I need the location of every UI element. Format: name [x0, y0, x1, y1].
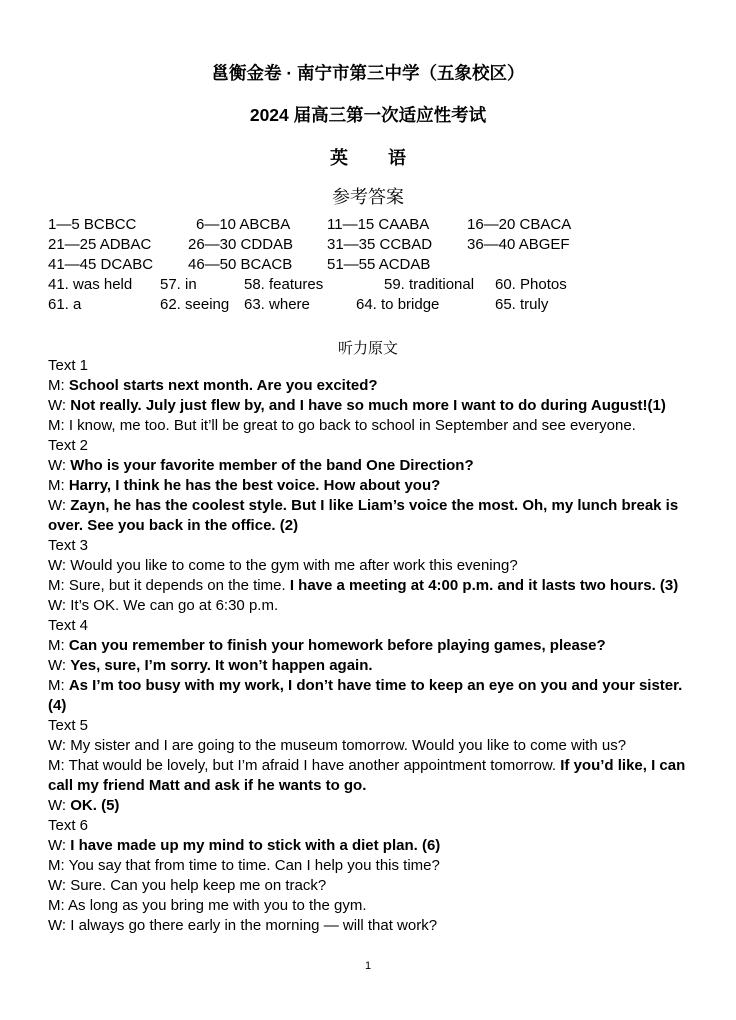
answer-cell: 41—45 DCABC	[48, 256, 154, 273]
speaker-label: W:	[48, 797, 71, 814]
transcript-heading: Text 6	[48, 817, 89, 834]
key-sentence: Harry, I think he has the best voice. How about you?	[68, 477, 441, 494]
subject-char: 语	[388, 148, 406, 168]
dialogue-text: Would you like to come to the gym with me after work this evening?	[70, 557, 518, 574]
key-sentence: Can you remember to finish your homework before playing games, please?	[68, 637, 606, 654]
speaker-label: W:	[48, 397, 71, 414]
transcript-line	[48, 676, 693, 716]
subject-char: 英	[330, 148, 348, 168]
transcript-line	[48, 896, 693, 916]
transcript-heading: Text 3	[48, 537, 89, 554]
speaker-label: W:	[48, 497, 71, 514]
answer-cell: 1—5 BCBCC	[48, 216, 137, 233]
speaker-label: M:	[48, 417, 69, 434]
key-sentence: Yes, sure, I’m sorry. It won’t happen again.	[70, 657, 373, 674]
key-sentence: I have a meeting at 4:00 p.m. and it lasts two hours. (3)	[289, 577, 679, 594]
transcript-line	[48, 596, 693, 616]
transcript-heading: Text 2	[48, 437, 89, 454]
listening-title: 听力原文	[337, 340, 398, 357]
answers-title: 参考答案	[332, 187, 404, 207]
key-sentence: Zayn, he has the coolest style. But I like Liam’s voice the most. Oh, my lunch break is over. See you back in the office. (2)	[48, 497, 679, 534]
dialogue-text: It’s OK. We can go at 6:30 p.m.	[70, 597, 279, 614]
speaker-label: M:	[48, 757, 69, 774]
dialogue-text: Sure. Can you help keep me on track?	[70, 877, 327, 894]
speaker-label: W:	[48, 557, 71, 574]
speaker-label: M:	[48, 637, 69, 654]
speaker-label: W:	[48, 837, 71, 854]
key-sentence: School starts next month. Are you excited?	[68, 377, 378, 394]
transcript-line	[48, 916, 693, 936]
page-number: 1	[364, 960, 372, 972]
speaker-label: W:	[48, 877, 71, 894]
answer-cell: 58. features	[244, 276, 324, 293]
answer-cell: 36—40 ABGEF	[467, 236, 570, 253]
transcript-line	[48, 876, 693, 896]
speaker-label: W:	[48, 917, 71, 934]
speaker-label: W:	[48, 657, 71, 674]
answer-cell: 46—50 BCACB	[188, 256, 293, 273]
dialogue-text: As long as you bring me with you to the gym.	[68, 897, 367, 914]
answer-cell: 21—25 ADBAC	[48, 236, 152, 253]
speaker-label: M:	[48, 577, 69, 594]
key-sentence: I have made up my mind to stick with a diet plan. (6)	[70, 837, 441, 854]
answer-cell: 62. seeing	[160, 296, 230, 313]
transcript-line	[48, 396, 693, 416]
answer-cell: 6—10 ABCBA	[196, 216, 291, 233]
answer-cell: 26—30 CDDAB	[188, 236, 294, 253]
answer-cell: 11—15 CAABA	[327, 216, 430, 233]
dialogue-text: Sure, but it depends on the time.	[68, 577, 286, 594]
transcript-line	[48, 576, 693, 596]
answer-cell: 64. to bridge	[356, 296, 440, 313]
transcript-heading: Text 1	[48, 357, 89, 374]
answer-cell: 41. was held	[48, 276, 133, 293]
exam-subtitle: 2024 届高三第一次适应性考试	[249, 105, 487, 125]
transcript-line	[48, 756, 693, 796]
key-sentence: Who is your favorite member of the band One Direction?	[70, 457, 474, 474]
speaker-label: W:	[48, 597, 71, 614]
dialogue-text: I know, me too. But it’ll be great to go back to school in September and see everyone.	[68, 417, 636, 434]
dialogue-text: You say that from time to time. Can I help you this time?	[68, 857, 440, 874]
answer-cell: 61. a	[48, 296, 82, 313]
speaker-label: M:	[48, 857, 69, 874]
dialogue-text: My sister and I are going to the museum tomorrow. Would you like to come with us?	[70, 737, 627, 754]
answer-cell: 59. traditional	[384, 276, 475, 293]
transcript-heading: Text 5	[48, 717, 89, 734]
speaker-label: W:	[48, 457, 71, 474]
key-sentence: As I’m too busy with my work, I don’t have time to keep an eye on you and your sister. (4)	[48, 677, 683, 714]
speaker-label: M:	[48, 377, 69, 394]
answer-cell: 63. where	[244, 296, 310, 313]
key-sentence: OK. (5)	[70, 797, 120, 814]
answer-cell: 60. Photos	[495, 276, 567, 293]
dialogue-text: That would be lovely, but I’m afraid I have another appointment tomorrow.	[68, 757, 557, 774]
subject-heading	[0, 144, 736, 170]
transcript-line	[48, 416, 693, 436]
answer-cell: 57. in	[160, 276, 197, 293]
transcript-line	[48, 496, 693, 536]
listening-transcript	[48, 356, 693, 936]
transcript-heading: Text 4	[48, 617, 89, 634]
speaker-label: M:	[48, 677, 69, 694]
transcript-line	[48, 556, 693, 576]
transcript-line	[48, 656, 693, 676]
speaker-label: M:	[48, 477, 69, 494]
transcript-line	[48, 636, 693, 656]
transcript-line	[48, 736, 693, 756]
speaker-label: W:	[48, 737, 71, 754]
transcript-line	[48, 836, 693, 856]
speaker-label: M:	[48, 897, 69, 914]
dialogue-text: I always go there early in the morning — will that work?	[70, 917, 438, 934]
transcript-line	[48, 856, 693, 876]
answer-cell: 65. truly	[495, 296, 549, 313]
answer-cell: 31—35 CCBAD	[327, 236, 433, 253]
document-title: 邕衡金卷 · 南宁市第三中学（五象校区）	[211, 63, 525, 83]
answer-cell: 16—20 CBACA	[467, 216, 572, 233]
key-sentence: Not really. July just flew by, and I have so much more I want to do during August!(1)	[70, 397, 666, 414]
transcript-line	[48, 796, 693, 816]
transcript-line	[48, 456, 693, 476]
key-sentence: If you’d like, I can call my friend Matt and ask if he wants to go.	[48, 757, 686, 794]
answer-cell: 51—55 ACDAB	[327, 256, 431, 273]
transcript-line	[48, 476, 693, 496]
transcript-line	[48, 376, 693, 396]
